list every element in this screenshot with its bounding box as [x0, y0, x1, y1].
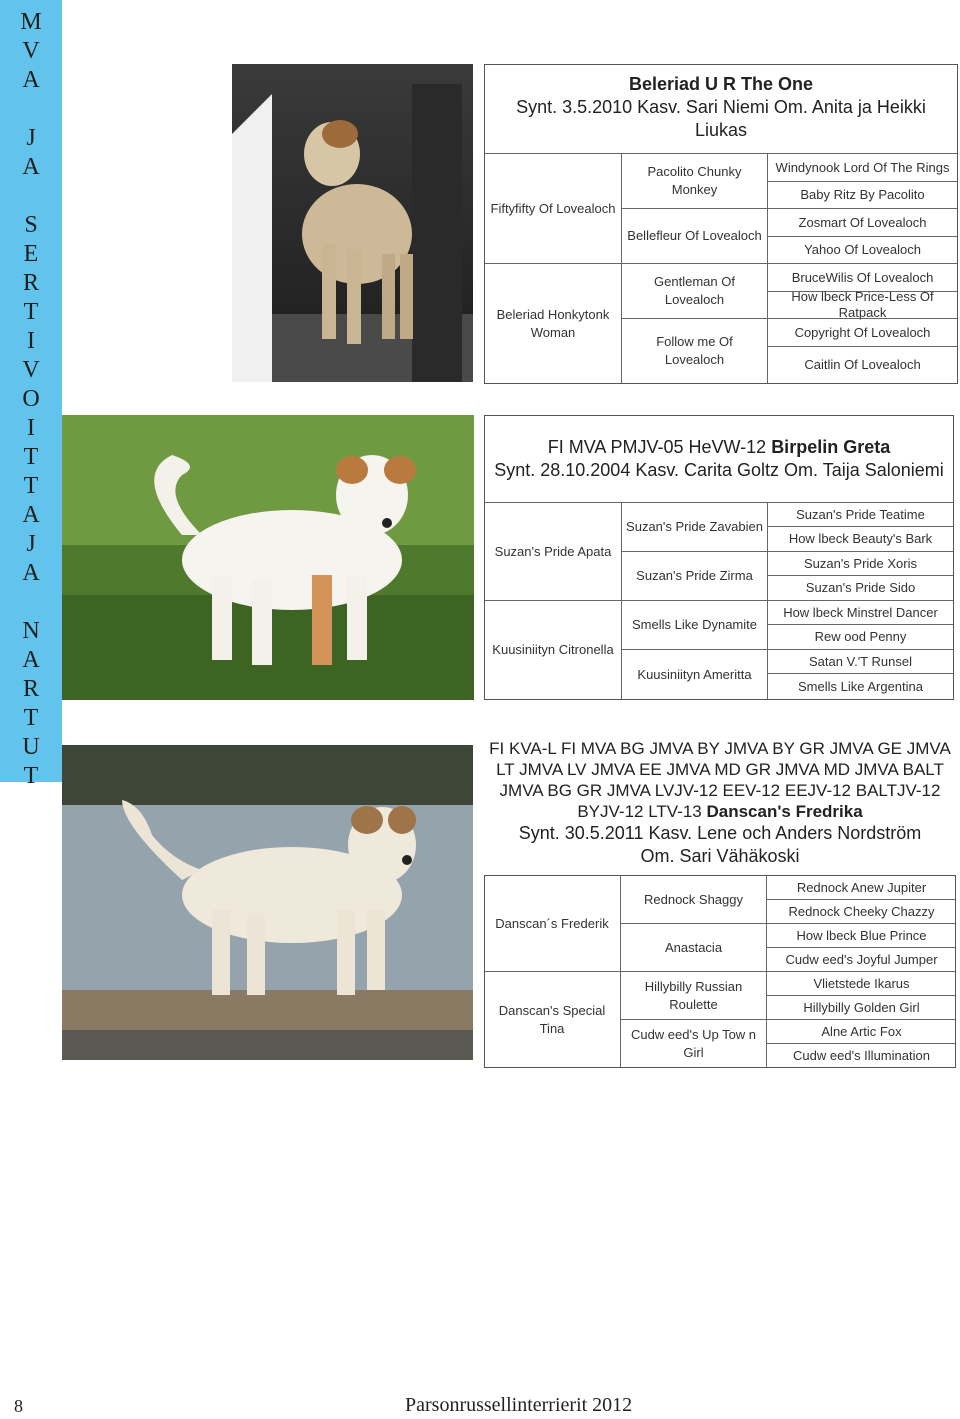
sidebar-letter: S — [24, 212, 38, 238]
sidebar-letter: T — [23, 473, 39, 499]
great-grandparent: Caitlin Of Lovealoch — [804, 357, 921, 372]
grandparent: Suzan's Pride Zavabien — [626, 519, 763, 534]
dog-name: Beleriad U R The One — [628, 74, 814, 94]
great-grandparent: Satan V.'T Runsel — [809, 653, 912, 669]
great-grandparent: Zosmart Of Lovealoch — [798, 214, 927, 230]
sidebar-letter: A — [22, 154, 40, 180]
dog-titles-line3: JMVA BG GR JMVA LVJV-12 EEV-12 EEJV-12 BALTJV-12 — [499, 781, 941, 800]
sidebar-letter: R — [22, 676, 39, 702]
sidebar-band — [0, 0, 62, 789]
dog-details: Synt. 28.10.2004 Kasv. Carita Goltz Om. Taija Saloniemi — [494, 460, 944, 480]
sidebar-letter: T — [23, 763, 39, 789]
great-grandparent: Baby Ritz By Pacolito — [800, 187, 925, 202]
sidebar-letter: U — [22, 734, 40, 760]
grandparent: Hillybilly Russian Roulette — [644, 978, 743, 1012]
photo-beleriad — [232, 64, 473, 382]
great-grandparent: Cudw eed's Illumination — [793, 1047, 930, 1063]
sidebar-letter: R — [22, 270, 39, 296]
sidebar-letter: J — [26, 125, 36, 151]
grandparent: Rednock Shaggy — [643, 891, 743, 907]
dog-title — [485, 436, 953, 482]
great-grandparent: Yahoo Of Lovealoch — [804, 242, 921, 257]
grandparent: Anastacia — [664, 939, 723, 955]
great-grandparent: Suzan's Pride Xoris — [803, 555, 918, 571]
sidebar-letter: I — [27, 328, 35, 354]
great-grandparent: Smells Like Argentina — [797, 678, 923, 694]
pedigree-beleriad — [484, 64, 958, 384]
dam: Beleriad Honkytonk Woman — [496, 306, 610, 340]
dog-title — [485, 73, 957, 142]
grandparent: Bellefleur Of Lovealoch — [627, 228, 762, 243]
great-grandparent: Cudw eed's Joyful Jumper — [785, 951, 938, 967]
great-grandparent: How lbeck Price-Less Of Ratpack — [791, 289, 934, 320]
sidebar-letter: V — [22, 38, 40, 64]
page-number: 8 — [14, 1396, 23, 1416]
great-grandparent: Rednock Anew Jupiter — [796, 879, 927, 895]
dog-details: Synt. 3.5.2010 Kasv. Sari Niemi Om. Anita ja Heikki — [516, 97, 926, 117]
sidebar-letter: A — [22, 560, 40, 586]
great-grandparent: BruceWilis Of Lovealoch — [791, 269, 934, 285]
dog-name: Birpelin Greta — [771, 437, 891, 457]
sidebar-letter: O — [22, 386, 40, 412]
sidebar-letter: A — [22, 67, 40, 93]
photo-danscan — [62, 745, 473, 1060]
great-grandparent: Suzan's Pride Teatime — [796, 506, 925, 522]
magazine-title: Parsonrussellinterrierit 2012 — [405, 1394, 633, 1416]
grandparent: Gentleman Of Lovealoch — [654, 274, 735, 307]
grandparent: Pacolito Chunky Monkey — [647, 164, 742, 197]
dog-details-cont: Liukas — [694, 120, 748, 140]
sidebar-letter: N — [22, 618, 40, 644]
pedigree-danscan — [484, 730, 956, 1068]
sidebar-letter: A — [22, 647, 40, 673]
grandparent: Kuusiniityn Ameritta — [637, 666, 752, 682]
sidebar-letter: A — [22, 502, 40, 528]
grandparent: Follow me Of Lovealoch — [656, 334, 733, 367]
dog-titles-line2: LT JMVA LV JMVA EE JMVA MD GR JMVA MD JMVA BALT — [496, 760, 944, 779]
dog-title — [484, 738, 956, 868]
photo-birpelin — [62, 415, 474, 700]
dog-titles-line4: BYJV-12 LTV-13 — [577, 802, 702, 821]
dog-details-cont: Om. Sari Vähäkoski — [640, 846, 800, 866]
great-grandparent: How lbeck Blue Prince — [796, 927, 927, 943]
pedigree-birpelin — [484, 415, 954, 700]
dam: Kuusiniityn Citronella — [492, 642, 614, 657]
great-grandparent: Rew ood Penny — [814, 629, 907, 644]
sire: Danscan´s Frederik — [495, 915, 609, 931]
dam: Danscan's Special Tina — [498, 1002, 606, 1036]
great-grandparent: Windynook Lord Of The Rings — [775, 159, 950, 175]
sidebar-letter: T — [23, 299, 39, 325]
great-grandparent: Alne Artic Fox — [821, 1023, 902, 1039]
grandparent: Suzan's Pride Zirma — [636, 568, 753, 583]
dog-titles-line1: FI KVA-L FI MVA BG JMVA BY JMVA BY GR JMVA GE JMVA — [489, 739, 951, 758]
great-grandparent: How lbeck Minstrel Dancer — [783, 604, 938, 620]
sidebar-letter: M — [20, 9, 42, 35]
sidebar-letter: E — [23, 241, 39, 267]
sidebar-letter: T — [23, 444, 39, 470]
dog-name: Danscan's Fredrika — [706, 802, 863, 821]
sire: Fiftyfifty Of Lovealoch — [490, 200, 616, 216]
sidebar-letter: T — [23, 705, 39, 731]
great-grandparent: Vlietstede Ikarus — [813, 975, 910, 991]
great-grandparent: Suzan's Pride Sido — [805, 580, 916, 595]
dog-titles: FI MVA PMJV-05 HeVW-12 — [547, 437, 767, 457]
great-grandparent: How lbeck Beauty's Bark — [788, 531, 933, 546]
great-grandparent: Rednock Cheeky Chazzy — [788, 903, 935, 919]
sire: Suzan's Pride Apata — [494, 543, 612, 559]
sidebar-letter: I — [27, 415, 35, 441]
great-grandparent: Hillybilly Golden Girl — [803, 999, 920, 1015]
grandparent: Cudw eed's Up Tow n Girl — [630, 1026, 757, 1060]
sidebar-letter: J — [26, 531, 36, 557]
sidebar-letter: V — [22, 357, 40, 383]
grandparent: Smells Like Dynamite — [632, 617, 757, 632]
dog-details: Synt. 30.5.2011 Kasv. Lene och Anders Nordström — [518, 823, 922, 843]
great-grandparent: Copyright Of Lovealoch — [794, 324, 931, 340]
